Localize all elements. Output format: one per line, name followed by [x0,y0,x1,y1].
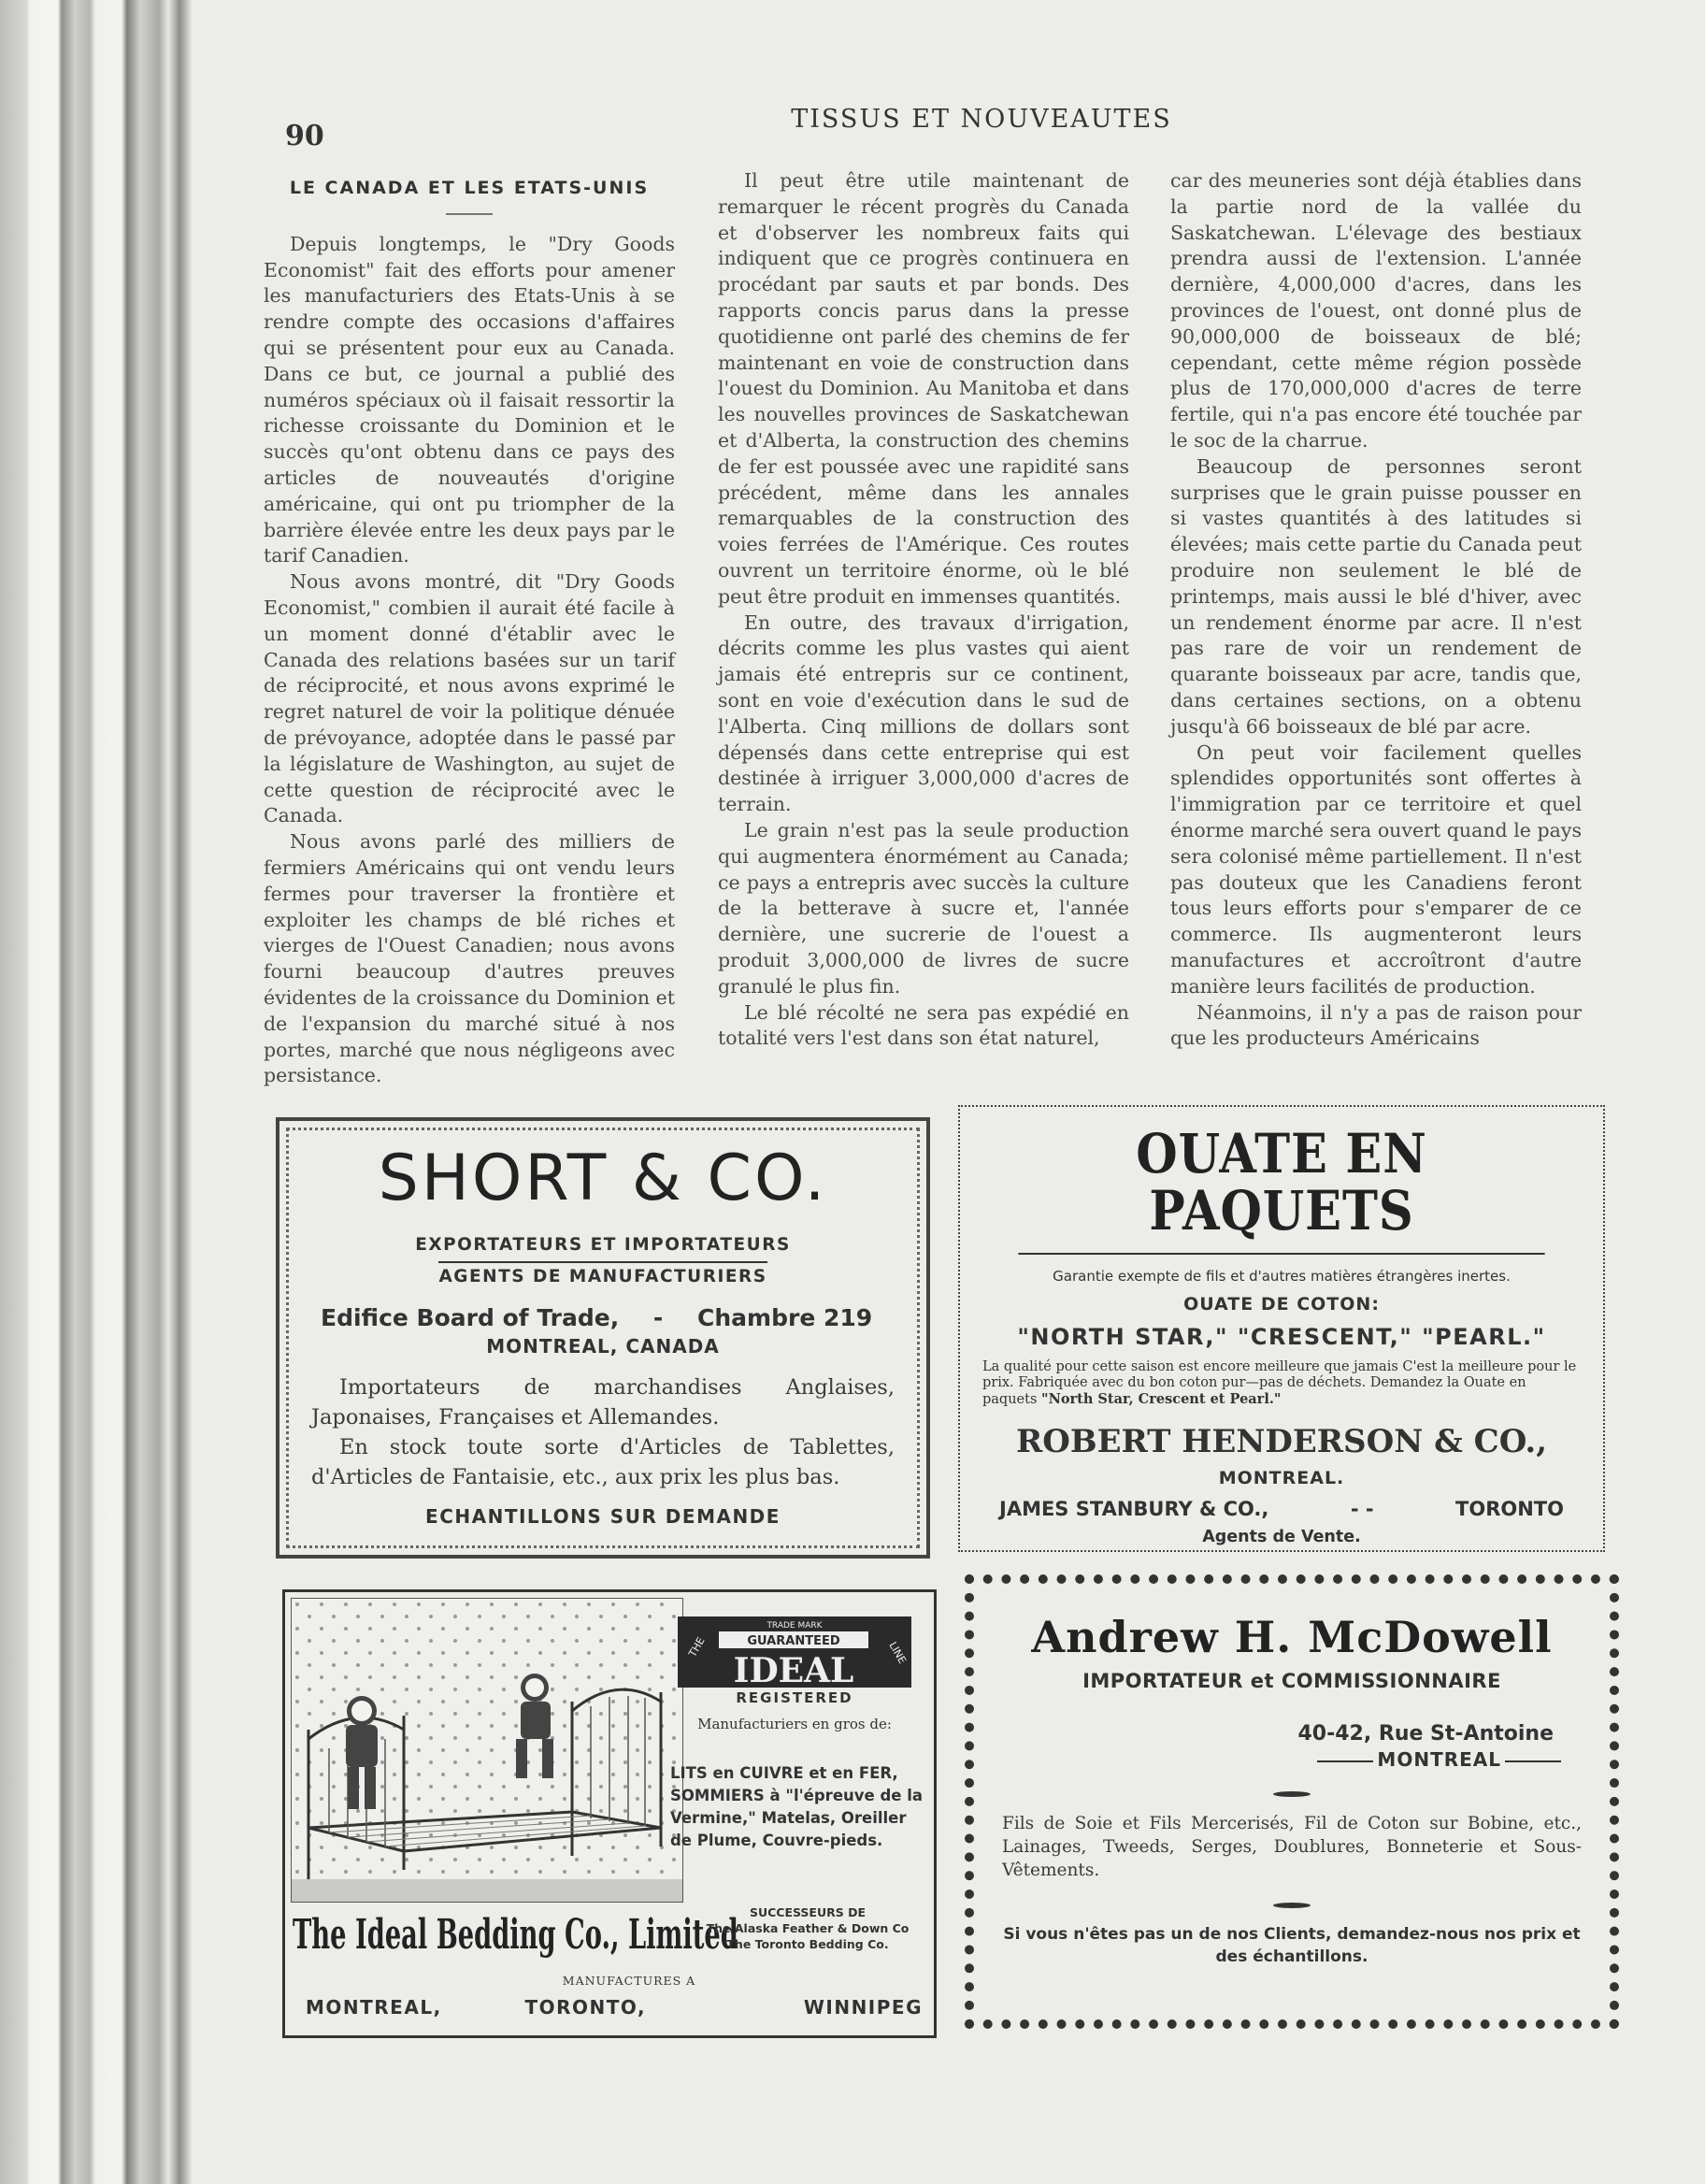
ad-text: Importateurs de marchandises Anglaises, Japonaises, Françaises et Allemandes. [311,1375,895,1430]
page-number: 90 [285,120,324,152]
article-column-2 [718,168,1129,1052]
city: WINNIPEG [803,1996,923,2019]
ad-heading: OUATE DE COTON: [1183,1293,1380,1315]
ad-brand: SHORT & CO. [378,1142,828,1215]
logo-ideal: IDEAL [733,1651,854,1688]
paragraph: car des meuneries sont déjà établies dans la partie nord de la vallée du Saskatchewan. L'élevage des bestiaux prendra aussi de l'extension. L'année dernière, 4,000,000 d'acres, dans les provinces de l'ouest, ont donné plus de 90,000,000 de boisseaux de blé; cependant, cette même région possède plus de 170,000,000 d'acres de terre fertile, qui n'a pas encore été touchée par le soc de la charrue. [1170,169,1582,452]
logo-guaranteed: GUARANTEED [747,1634,840,1648]
paragraph: Le grain n'est pas la seule production qui augmentera énormément au Canada; ce pays a entrepris avec succès la culture de la betterave à sucre et, l'année dernière, une sucrerie de l'ouest a produit 3,000,000 de livres de sucre granulé le plus fin. [718,818,1129,998]
paragraph: Nous avons montré, dit "Dry Goods Economist," combien il aurait été facile à un moment donné d'établir avec le Canada des relations basées sur un tarif de réciprocité, et nous avons exprimé le regret naturel de voir la politique dénuée de prévoyance, adoptée dans le passé par la législature de Washington, au sujet de cette question de réciprocité avec le Canada. [264,570,675,827]
paragraph: Il peut être utile maintenant de remarquer le récent progrès du Canada et d'observer les nombreux faits qui indiquent que ce progrès continuera en procédant par sauts et par bonds. Des rapports concis parus dans la presse quotidienne ont parlé des chemins de fer maintenant en voie de construction dans l'ouest du Dominion. Au Manitoba et dans les nouvelles provinces de Saskatchewan et d'Alberta, la construction des chemins de fer est poussée avec une rapidité sans précédent, même dans les annales remarquables de la construction des voies ferrées de l'Amérique. Ces routes ouvrent un territoire énorme, où le blé peut être produit en immenses quantités. [718,169,1129,608]
article-column-3 [1170,168,1582,1052]
address-building: Edifice Board of Trade, [321,1304,620,1331]
paragraph: On peut voir facilement quelles splendides opportunités sont offertes à l'immigration par ce territoire et quel énorme marché sera ouvert quand le pays sera colonisé même partiellement. Il n'est pas douteux que les Canadiens feront tous leurs efforts pour s'emparer de ce commerce. Ils augmenteront leurs manufactures et accroîtront d'autre manière leurs facilités de production. [1170,740,1582,998]
ad-text: En stock toute sorte d'Articles de Tablettes, d'Articles de Fantaisie, etc., aux prix les plus bas. [311,1435,895,1489]
paragraph: Néanmoins, il n'y a pas de raison pour que les producteurs Américains [1170,1000,1582,1050]
ad-city: MONTREAL. [1218,1467,1345,1488]
ad-samples: ECHANTILLONS SUR DEMANDE [425,1505,781,1528]
bed-illustration-icon [292,1599,682,1902]
ad-agents-label: Agents de Vente. [1202,1527,1361,1546]
ad-firm: ROBERT HENDERSON & CO., [1015,1422,1548,1460]
ad-quality-text [982,1359,1581,1408]
paragraph: Depuis longtemps, le "Dry Goods Economist" fait des efforts pour amener les manufacturiers des Etats-Unis à se rendre compte des occasions d'affaires qui se présentent pour eux au Canada. Dans ce but, ce journal a publié des numéros spéciaux où il faisait ressortir la richesse croissante du Dominion et le succès qu'ont obtenu dans ce pays des articles de nouveautés d'origine américaine, qui ont pu triompher de la barrière élevée entre les deux pays par le tarif Canadien. [264,232,675,568]
ad-manufacturers: Manufacturiers en gros de: [697,1716,892,1732]
ad-footer: Si vous n'êtes pas un de nos Clients, demandez-nous nos prix et des échantillons. [1003,1925,1581,1966]
ad-address [311,1304,895,1331]
ideal-trademark-logo-icon [678,1616,911,1688]
ad-body [311,1372,895,1492]
ad-registered: REGISTERED [736,1689,853,1706]
agent-city: TORONTO [1455,1497,1564,1520]
ad-goods: Fils de Soie et Fils Mercerisés, Fil de Coton sur Bobine, etc., Lainages, Tweeds, Serges, Doublures, Bonneterie et Sous-Vêtements. [1002,1814,1582,1880]
ad-brand-names: "NORTH STAR," "CRESCENT," "PEARL." [1017,1323,1546,1350]
ad-factories: MANUFACTURES A [562,1974,696,1988]
ad-brand: Andrew H. McDowell [1031,1612,1553,1662]
ad-mcdowell [965,1574,1619,2029]
quality-brands: "North Star, Crescent et Pearl." [1041,1390,1282,1407]
city-dash [1317,1760,1373,1762]
paragraph: Nous avons parlé des milliers de fermiers Américains qui ont vendu leurs fermes pour traverser la frontière et exploiter les champs de blé riches et vierges de l'Ouest Canadien; nous avons fourni beaucoup d'autres preuves évidentes de la croissance du Dominion et de l'expansion du marché situé à nos portes, marché que nous négligeons avec persistance. [264,830,675,1087]
ad-short-and-co [276,1117,930,1559]
address-room: Chambre 219 [697,1304,873,1331]
paragraph: Beaucoup de personnes seront surprises que le grain puisse pousser en si vastes quantités à des latitudes si élevées; mais cette partie du Canada peut produire non seulement le blé de printemps, mais aussi le blé d'hiver, avec un rendement énorme par acre. Il n'est pas rare de voir un rendement de quarante boisseaux par acre, tandis que, dans certaines sections, on a obtenu jusqu'à 66 boisseaux de blé par acre. [1170,454,1582,738]
city: MONTREAL, [306,1996,442,2019]
ornament [1273,1903,1311,1908]
paragraph: En outre, des travaux d'irrigation, décrits comme les plus vastes qui aient jamais été entrepris sur ce continent, sont en voie d'exécution dans le sud de l'Alberta. Cinq millions de dollars sont dépensés dans cette entreprise qui est destinée à irriguer 3,000,000 d'acres de terrain. [718,611,1129,816]
book-binding [0,0,192,2184]
ad-brand: OUATE EN PAQUETS [1018,1126,1544,1255]
running-title: TISSUS ET NOUVEAUTES [791,105,1172,134]
ad-ideal-bedding [282,1589,937,2038]
ad-address: 40-42, Rue St-Antoine [1297,1722,1554,1746]
successors-label: SUCCESSEURS DE [749,1905,867,1919]
paragraph: Le blé récolté ne sera pas expédié en totalité vers l'est dans son état naturel, [718,1000,1129,1050]
successor: The Toronto Bedding Co. [726,1937,889,1951]
successor: The Alaska Feather & Down Co [706,1921,910,1935]
ad-city-line [1002,1748,1582,1771]
ad-products: LITS en CUIVRE et en FER, SOMMIERS à "l'épreuve de la Vermine," Matelas, Oreiller de Plume, Couvre-pieds. [670,1764,923,1849]
ad-role: IMPORTATEUR et COMMISSIONNAIRE [1082,1670,1501,1692]
ad-ouate-en-paquets [958,1105,1605,1552]
ad-city: MONTREAL, CANADA [486,1335,720,1358]
article-column-1 [264,168,675,1089]
agent-separator: - - [1350,1497,1374,1520]
title-rule [446,213,493,215]
logo-the: THE [686,1634,708,1660]
quality-text: La qualité pour cette saison est encore meilleure que jamais C'est la meilleure pour le prix. Fabriquée avec du bon coton pur—pas de déchets. Demandez la Ouate en paquets [982,1358,1577,1407]
logo-line: LINE [886,1640,909,1666]
city: TORONTO, [524,1996,647,2019]
bed-illustration [291,1598,683,1903]
ad-subtitle: AGENTS DE MANUFACTURIERS [438,1261,767,1291]
logo-trademark: TRADE MARK [767,1621,823,1631]
ornament [1273,1791,1311,1797]
ad-agent-line [982,1498,1581,1520]
ad-subtitle: EXPORTATEURS ET IMPORTATEURS [415,1235,791,1255]
ad-guarantee: Garantie exempte de fils et d'autres matières étrangères inertes. [1053,1267,1511,1285]
ad-city: MONTREAL [1377,1748,1501,1771]
address-separator: - [652,1304,664,1331]
city-dash [1505,1760,1561,1762]
ad-successors [685,1904,930,1952]
ad-cities [306,1996,923,2019]
article-title: LE CANADA ET LES ETATS-UNIS [289,178,650,198]
ad-firm: The Ideal Bedding Co., Limited [293,1911,738,1959]
agent-name: JAMES STANBURY & CO., [999,1497,1269,1520]
